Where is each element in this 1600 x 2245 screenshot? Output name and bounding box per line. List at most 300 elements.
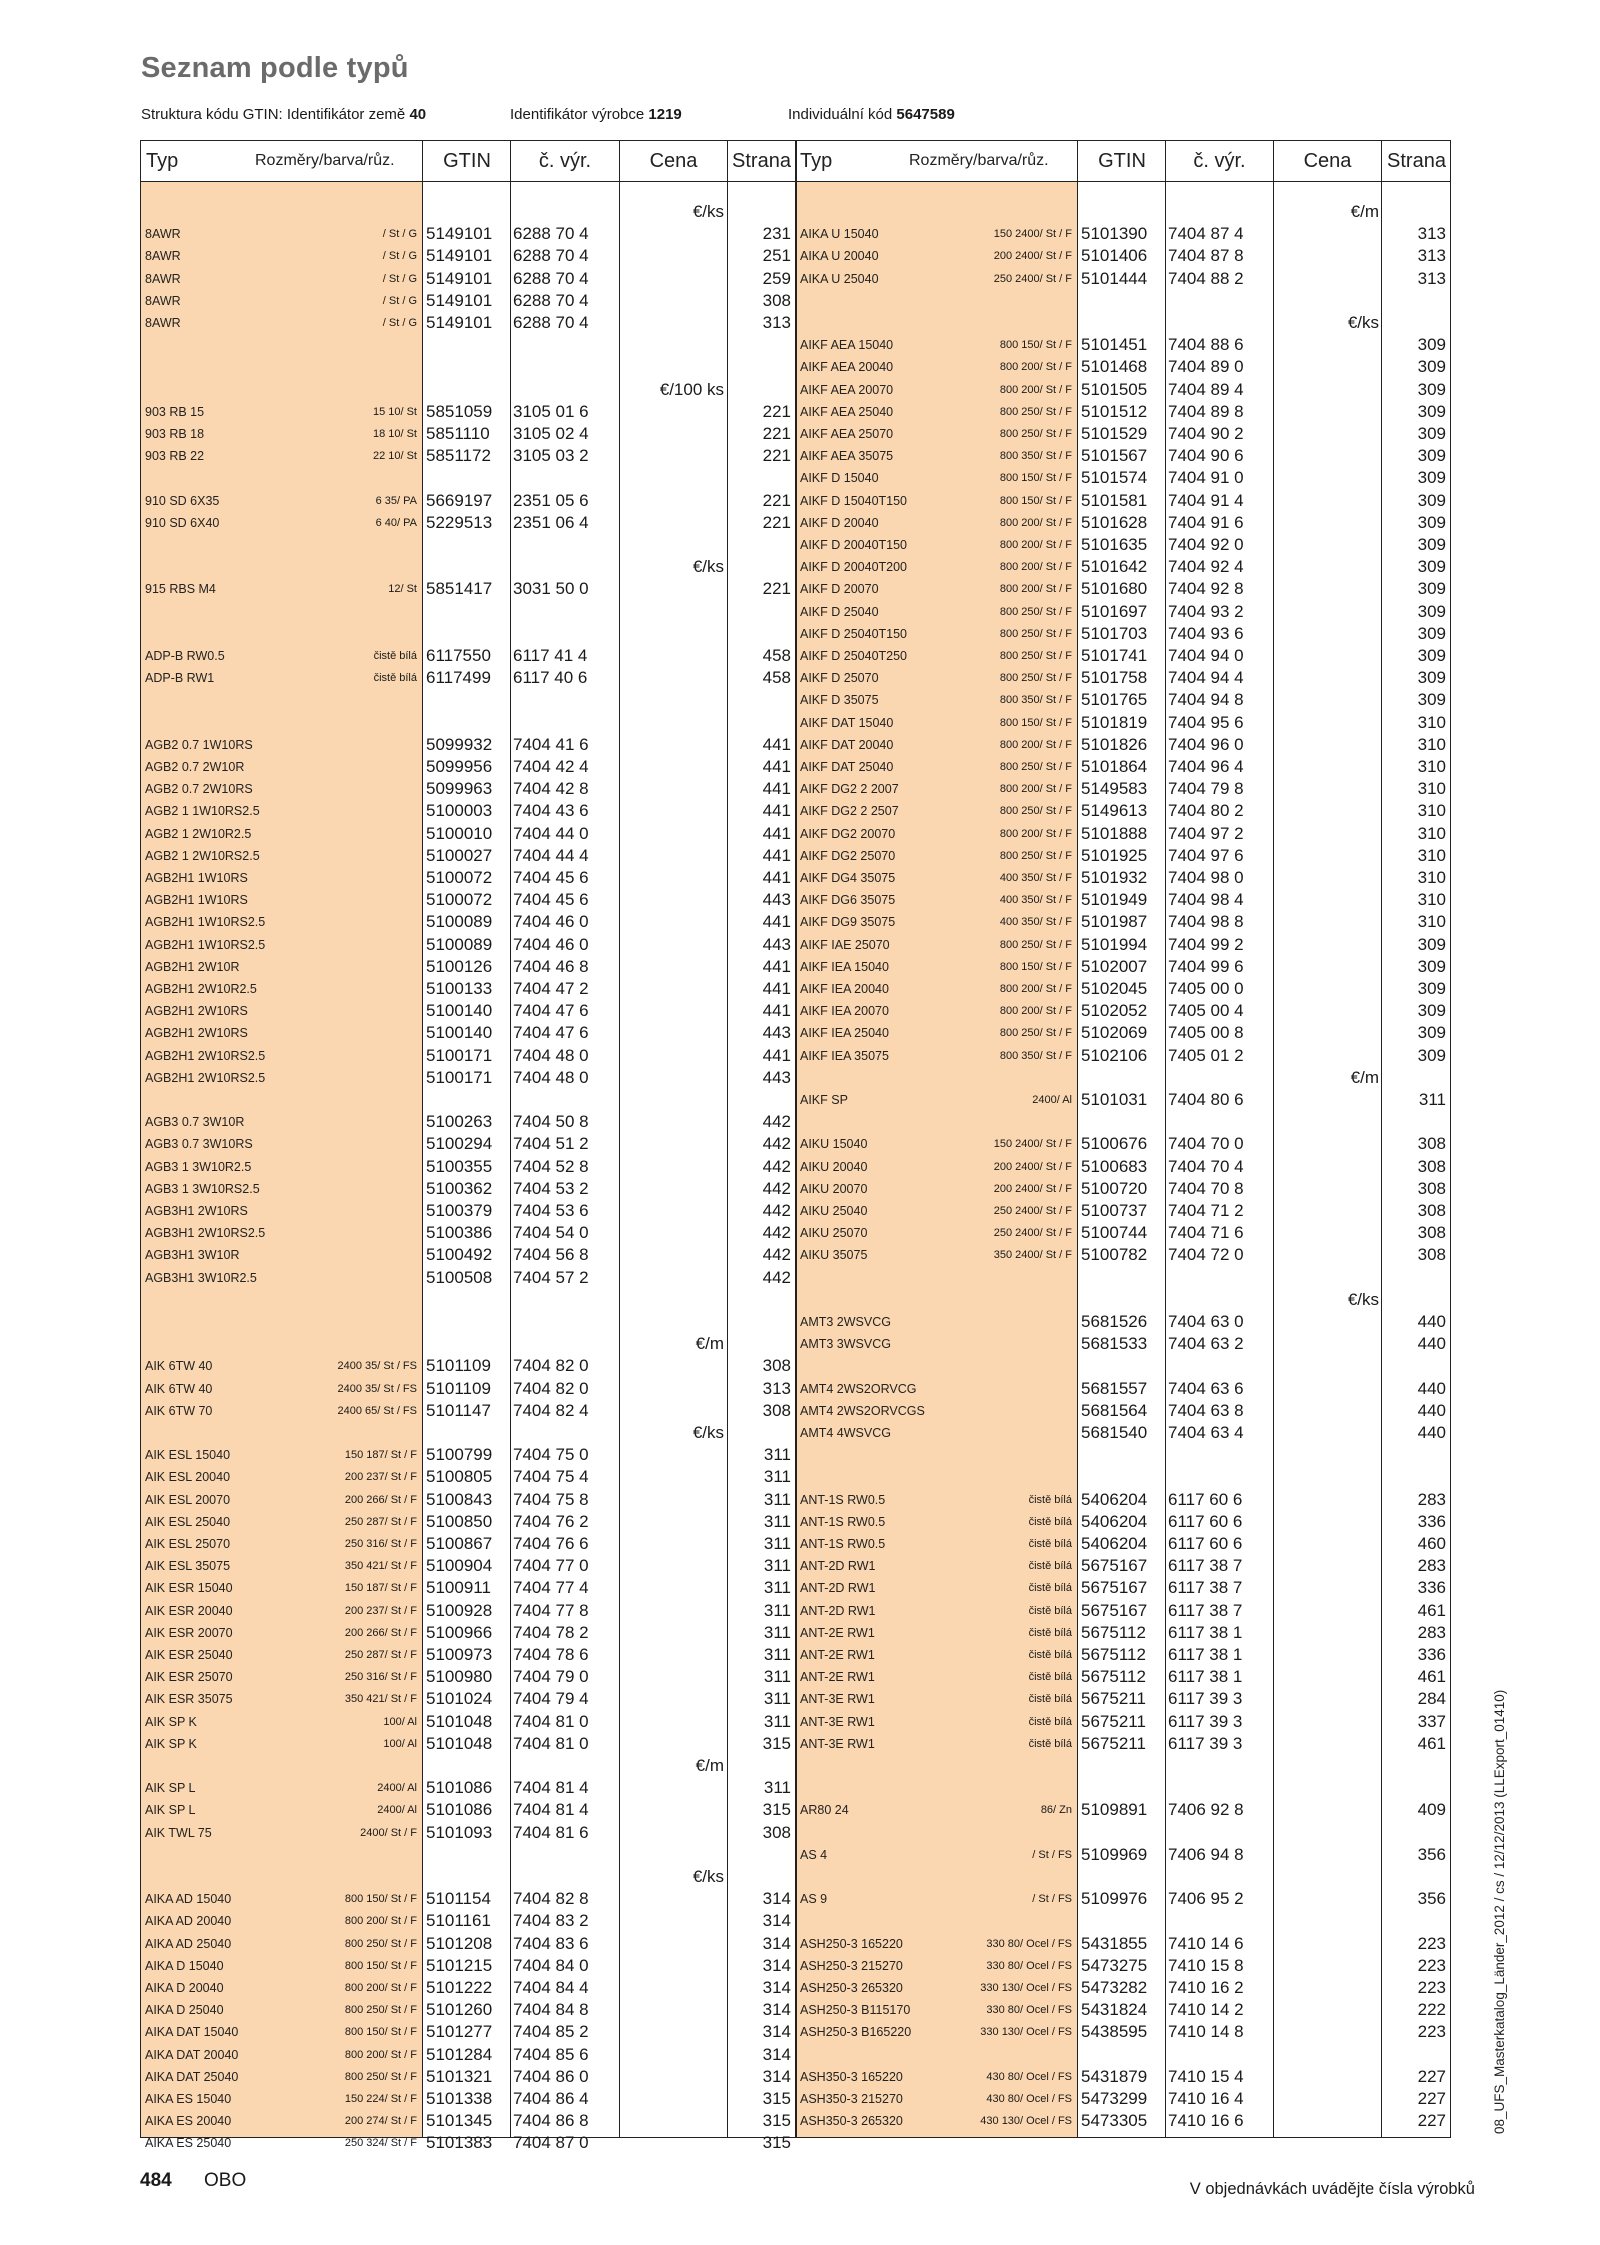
type-code: AGB3 1 3W10RS2.5 — [145, 1181, 260, 1196]
page-ref: 309 — [1417, 557, 1446, 577]
item-number: 7404 90 6 — [1168, 446, 1244, 466]
rozmery-value: 800 150/ St / F — [344, 1893, 417, 1906]
rozmery-value: 800 250/ St / F — [999, 605, 1072, 618]
table-row — [141, 1200, 795, 1222]
rozmery-value: čistě bílá — [1028, 1538, 1072, 1550]
page-ref: 314 — [762, 1889, 791, 1909]
page-ref: 308 — [762, 1400, 791, 1420]
rozmery-value: 150 224/ St / F — [344, 2093, 417, 2105]
rozmery-value: 800 250/ St / F — [999, 761, 1072, 773]
rozmery-value: 800 350/ St / F — [999, 450, 1072, 463]
item-number: 7406 95 2 — [1168, 1889, 1244, 1909]
rozmery-value: 250 2400/ St / F — [993, 1227, 1072, 1240]
page-ref: 311 — [763, 1645, 791, 1664]
type-code: AIKF DG2 2 2507 — [800, 804, 899, 819]
gtin-value: 5101048 — [426, 1711, 493, 1731]
gtin-value: 5100140 — [426, 1023, 493, 1043]
item-number: 7404 91 6 — [1168, 512, 1244, 532]
page-ref: 309 — [1417, 623, 1446, 643]
type-code: ADP-B RW0.5 — [145, 649, 225, 663]
page-ref: 309 — [1417, 956, 1446, 976]
item-number: 7404 44 0 — [513, 823, 589, 843]
rozmery-value: 22 10/ St — [372, 450, 417, 463]
rozmery-value: 800 200/ St / F — [999, 783, 1072, 796]
table-row — [141, 1045, 795, 1067]
table-row — [796, 867, 1450, 889]
gtin-value: 5101529 — [1081, 424, 1148, 443]
page-ref: 309 — [1417, 601, 1446, 621]
page-ref: 313 — [762, 1378, 791, 1398]
gtin-value: 5149101 — [426, 224, 493, 244]
gtin-value: 5100966 — [426, 1622, 493, 1642]
page-ref: 441 — [762, 956, 791, 976]
page-ref: 441 — [762, 801, 791, 821]
table-row — [141, 1000, 795, 1022]
rozmery-value: čistě bílá — [1028, 1626, 1072, 1639]
rozmery-value: / St / G — [382, 272, 417, 285]
table-row — [141, 645, 795, 667]
page-ref: 442 — [762, 1267, 791, 1287]
rozmery-value: 250 287/ St / F — [344, 1649, 417, 1661]
rozmery-value: čistě bílá — [1028, 1560, 1072, 1573]
item-number: 7404 63 2 — [1168, 1334, 1244, 1354]
type-code: AIKF D 15040 — [800, 471, 879, 486]
type-code: AGB2 0.7 2W10R — [145, 760, 245, 774]
table-row — [141, 1644, 795, 1666]
table-row — [141, 1977, 795, 1999]
rozmery-value: 200 237/ St / F — [344, 1604, 417, 1617]
rozmery-value: 200 266/ St / F — [344, 1626, 417, 1639]
table-row — [796, 756, 1450, 778]
page-ref: 314 — [762, 1955, 791, 1975]
item-number: 7404 98 0 — [1168, 868, 1244, 887]
item-number: 6288 70 4 — [513, 313, 589, 332]
rozmery-value: čistě bílá — [1028, 1715, 1072, 1728]
item-number: 6117 41 4 — [513, 646, 588, 665]
rozmery-value: / St / FS — [1032, 1893, 1072, 1906]
page-ref: 313 — [1417, 268, 1446, 288]
item-number: 7404 50 8 — [513, 1112, 589, 1132]
gtin-value: 5149101 — [426, 268, 493, 288]
table-row — [796, 623, 1450, 645]
page-ref: 311 — [763, 1534, 791, 1553]
gtin-value: 5101031 — [1081, 1090, 1148, 1109]
rozmery-value: čistě bílá — [1028, 1671, 1072, 1684]
type-code: AIK ESL 35075 — [145, 1559, 231, 1574]
page-ref: 311 — [763, 1622, 791, 1642]
gtin-value: 5100126 — [426, 956, 493, 976]
page-ref: 458 — [762, 646, 791, 665]
type-code: ADP-B RW1 — [145, 671, 215, 686]
page-ref: 283 — [1417, 1622, 1446, 1642]
table-row — [796, 1644, 1450, 1666]
gtin-value: 5100805 — [426, 1467, 493, 1487]
item-number: 7404 77 0 — [513, 1556, 589, 1576]
gtin-structure: Struktura kódu GTIN: Identifikátor země 40 — [141, 106, 427, 123]
gtin-value: 5100782 — [1081, 1245, 1148, 1265]
type-code: AGB2H1 1W10RS2.5 — [145, 915, 266, 930]
page-ref: 309 — [1417, 512, 1446, 532]
item-number: 7410 14 8 — [1168, 2022, 1244, 2042]
gtin-value: 5101703 — [1081, 623, 1148, 643]
page-ref: 314 — [762, 2044, 791, 2064]
gtin-value: 5675112 — [1081, 1667, 1146, 1687]
gtin-value: 5101932 — [1081, 868, 1148, 887]
gtin-value: 5109976 — [1081, 1889, 1148, 1909]
type-code: AIKA DAT 25040 — [145, 2069, 239, 2084]
gtin-value: 5100720 — [1081, 1178, 1148, 1198]
rozmery-value: 800 200/ St / F — [999, 583, 1072, 596]
type-code: 910 SD 6X40 — [145, 515, 220, 530]
table-row — [796, 1977, 1450, 1999]
gtin-value: 5101154 — [426, 1889, 491, 1909]
item-number: 7404 80 2 — [1168, 801, 1244, 821]
type-code: AIKA AD 15040 — [145, 1892, 232, 1907]
currency-unit: €/100 ks — [659, 379, 724, 399]
footer-note: V objednávkách uvádějte čísla výrobků — [1189, 2180, 1475, 2198]
rozmery-value — [249, 1045, 417, 1067]
rozmery-value: 400 350/ St / F — [999, 872, 1072, 884]
table-row — [141, 1156, 795, 1178]
rozmery-value: 200 274/ St / F — [344, 2115, 417, 2128]
type-code: AIKF DG2 25070 — [800, 848, 896, 863]
table-row — [796, 1688, 1450, 1710]
page-ref: 221 — [762, 512, 791, 532]
gtin-value: 5109969 — [1081, 1844, 1148, 1864]
table-row — [796, 223, 1450, 245]
item-number: 7410 14 6 — [1168, 1933, 1244, 1953]
page-ref: 231 — [762, 224, 791, 244]
rozmery-value: 800 200/ St / F — [999, 983, 1072, 995]
gtin-value: 5100010 — [426, 823, 493, 843]
rozmery-value: čistě bílá — [1028, 1604, 1072, 1617]
rozmery-value: 800 350/ St / F — [999, 694, 1072, 707]
item-number: 7404 94 0 — [1168, 646, 1244, 665]
type-code: AIKU 20040 — [800, 1159, 868, 1174]
type-code: AIKF D 25040 — [800, 604, 879, 619]
item-number: 7404 75 0 — [513, 1445, 589, 1465]
type-code: AIKA U 15040 — [800, 227, 879, 242]
table-row — [141, 445, 795, 467]
rozmery-value — [249, 778, 417, 800]
type-code: AGB2H1 2W10RS — [145, 1026, 248, 1041]
type-code: AMT4 2WS2ORVCGS — [800, 1403, 925, 1418]
gtin-value: 5101208 — [426, 1933, 493, 1953]
table-row — [141, 1178, 795, 1200]
page-ref: 311 — [763, 1689, 791, 1709]
item-number: 7410 16 4 — [1168, 2089, 1244, 2108]
type-code: AIKF DG2 2 2007 — [800, 782, 899, 797]
item-number: 7404 85 2 — [513, 2022, 589, 2042]
type-code: AIK 6TW 40 — [145, 1381, 213, 1396]
type-code: AIKF AEA 20040 — [800, 360, 894, 375]
item-number: 7404 48 0 — [513, 1045, 589, 1065]
page-ref: 442 — [762, 1201, 791, 1220]
table-row — [796, 1733, 1450, 1755]
rozmery-value: 250 287/ St / F — [344, 1515, 417, 1528]
table-row — [796, 401, 1450, 423]
type-code: AGB2H1 1W10RS — [145, 871, 248, 885]
rozmery-value: 100/ Al — [383, 1737, 417, 1750]
gtin-value: 5101864 — [1081, 757, 1148, 776]
table-row — [141, 1533, 795, 1555]
table-row — [141, 1378, 795, 1400]
page-ref: 309 — [1417, 379, 1446, 399]
page-ref: 443 — [762, 1023, 791, 1043]
item-number: 7404 70 0 — [1168, 1134, 1244, 1154]
table-row — [141, 1888, 795, 1910]
gtin-value: 5681564 — [1081, 1400, 1148, 1420]
rozmery-value: 2400/ Al — [1032, 1094, 1072, 1106]
gtin-value: 5681540 — [1081, 1423, 1148, 1442]
table-row — [141, 911, 795, 933]
rozmery-value: 800 200/ St / F — [344, 1915, 417, 1928]
page-ref: 315 — [762, 2133, 791, 2153]
item-number: 7404 98 4 — [1168, 890, 1244, 910]
item-number: 6117 38 7 — [1168, 1556, 1243, 1576]
table-row — [141, 401, 795, 423]
rozmery-value: 800 200/ St / F — [999, 827, 1072, 840]
type-code: AIKA DAT 20040 — [145, 2047, 239, 2062]
type-code: ASH350-3 165220 — [800, 2069, 903, 2084]
header-cena: Cena — [1303, 150, 1352, 172]
page-ref: 310 — [1417, 868, 1446, 887]
rozmery-value: 430 80/ Ocel / FS — [986, 2093, 1072, 2105]
rozmery-value: čistě bílá — [1028, 1649, 1072, 1661]
page-ref: 284 — [1417, 1689, 1446, 1709]
rozmery-value: 430 130/ Ocel / FS — [980, 2115, 1072, 2128]
type-code: AIKF D 20040T200 — [800, 560, 908, 575]
item-number: 7404 82 0 — [513, 1378, 589, 1398]
type-code: AGB3H1 2W10RS — [145, 1204, 248, 1218]
table-row — [141, 1444, 795, 1466]
rozmery-value — [249, 1267, 417, 1289]
page-ref: 309 — [1417, 490, 1446, 510]
gtin-value: 5101765 — [1081, 690, 1148, 710]
page-ref: 309 — [1417, 357, 1446, 377]
page-ref: 223 — [1417, 1955, 1446, 1975]
gtin-value: 5100911 — [426, 1578, 491, 1598]
type-code: ANT-2D RW1 — [800, 1559, 876, 1574]
type-code: AIK ESL 20070 — [145, 1492, 231, 1507]
page-ref: 310 — [1417, 779, 1446, 799]
page-ref: 314 — [762, 2022, 791, 2042]
item-number: 7404 83 6 — [513, 1933, 589, 1953]
table-row — [796, 889, 1450, 911]
item-number: 7404 85 6 — [513, 2044, 589, 2064]
page-ref: 311 — [763, 1778, 791, 1798]
header-strana: Strana — [1387, 150, 1446, 172]
rozmery-value — [249, 889, 417, 911]
type-code: AIKF AEA 35075 — [800, 449, 894, 464]
type-code: 8AWR — [145, 227, 181, 242]
gtin-value: 5100072 — [426, 868, 493, 887]
table-row — [141, 1666, 795, 1688]
rozmery-value: 800 200/ St / F — [999, 383, 1072, 396]
item-number: 7404 77 8 — [513, 1600, 589, 1620]
type-code: AIK ESL 25040 — [145, 1514, 231, 1529]
table-row — [141, 578, 795, 600]
gtin-value: 5675211 — [1081, 1689, 1146, 1709]
item-number: 7404 72 0 — [1168, 1245, 1244, 1265]
type-code: AIK ESL 15040 — [145, 1448, 231, 1463]
page-ref: 310 — [1417, 890, 1446, 910]
item-number: 7404 92 4 — [1168, 557, 1244, 577]
rozmery-value — [904, 1400, 1072, 1422]
table-row — [141, 1711, 795, 1733]
item-number: 7410 16 6 — [1168, 2111, 1244, 2131]
table-row — [141, 1466, 795, 1488]
rozmery-value — [249, 1022, 417, 1044]
page-ref: 461 — [1417, 1667, 1446, 1687]
rozmery-value: 330 80/ Ocel / FS — [986, 2004, 1072, 2017]
rozmery-value: 800 150/ St / F — [999, 716, 1072, 729]
gtin-value: 5100171 — [426, 1067, 493, 1087]
type-code: AIKF AEA 15040 — [800, 338, 894, 353]
page-ref: 337 — [1417, 1711, 1446, 1731]
item-number: 6288 70 4 — [513, 290, 589, 310]
type-code: AIK ESL 20040 — [145, 1470, 231, 1485]
table-row — [796, 1555, 1450, 1577]
table-row — [796, 800, 1450, 822]
table-row — [796, 1844, 1450, 1866]
item-number: 7404 97 6 — [1168, 845, 1244, 865]
item-number: 7404 43 6 — [513, 801, 589, 821]
table-row — [796, 778, 1450, 800]
item-number: 7404 93 6 — [1168, 623, 1244, 643]
item-number: 7405 00 8 — [1168, 1023, 1244, 1043]
rozmery-value: / St / FS — [1032, 1848, 1072, 1861]
type-code: ANT-3E RW1 — [800, 1714, 875, 1729]
item-number: 6288 70 4 — [513, 224, 589, 244]
rozmery-value: / St / G — [382, 250, 417, 263]
gtin-value: 5101888 — [1081, 823, 1148, 843]
item-number: 6288 70 4 — [513, 268, 589, 288]
currency-unit: €/m — [695, 1334, 724, 1354]
table-row — [796, 667, 1450, 689]
item-number: 7404 70 8 — [1168, 1178, 1244, 1198]
gtin-value: 5101697 — [1081, 601, 1148, 621]
item-number: 7404 63 8 — [1168, 1400, 1244, 1420]
item-number: 7404 79 0 — [513, 1667, 589, 1687]
page-ref: 223 — [1417, 2022, 1446, 2042]
gtin-value: 5101451 — [1081, 335, 1148, 355]
page-ref: 309 — [1417, 424, 1446, 443]
table-row — [796, 512, 1450, 534]
header-gtin: GTIN — [443, 150, 491, 172]
table-row — [141, 734, 795, 756]
rozmery-value: 800 200/ St / F — [999, 516, 1072, 529]
header-cvyr: č. výr. — [1193, 150, 1246, 172]
gtin-value: 5102069 — [1081, 1023, 1148, 1043]
gtin-value: 5473282 — [1081, 1978, 1148, 1997]
page-ref: 223 — [1417, 1933, 1446, 1953]
rozmery-value — [249, 1222, 417, 1244]
item-number: 6117 39 3 — [1168, 1689, 1243, 1709]
gtin-value: 5102106 — [1081, 1045, 1148, 1065]
rozmery-value — [249, 1067, 417, 1089]
item-number: 7404 75 8 — [513, 1489, 589, 1509]
type-code: AIKF DG9 35075 — [800, 915, 896, 930]
item-number: 7404 86 4 — [513, 2089, 589, 2108]
table-row — [141, 889, 795, 911]
table-row — [796, 467, 1450, 489]
gtin-value: 5675167 — [1081, 1556, 1148, 1576]
gtin-value: 5102052 — [1081, 1001, 1148, 1021]
table-row — [141, 978, 795, 1000]
rozmery-value: 200 2400/ St / F — [993, 250, 1072, 263]
page-ref: 309 — [1417, 1045, 1446, 1065]
item-number: 7404 42 8 — [513, 779, 589, 799]
gtin-value: 5101567 — [1081, 446, 1148, 466]
rozmery-value: 350 421/ St / F — [344, 1560, 417, 1573]
page-ref: 441 — [762, 734, 791, 754]
type-code: ANT-3E RW1 — [800, 1736, 875, 1751]
gtin-value: 5101819 — [1081, 712, 1148, 732]
table-row — [141, 312, 795, 334]
item-number: 7404 79 4 — [513, 1689, 589, 1709]
item-number: 7404 99 2 — [1168, 934, 1244, 954]
gtin-value: 5101048 — [426, 1733, 493, 1753]
item-number: 7404 81 4 — [513, 1800, 589, 1820]
item-number: 7404 56 8 — [513, 1245, 589, 1265]
gtin-value: 5100744 — [1081, 1223, 1148, 1243]
rozmery-value — [249, 823, 417, 845]
page-ref: 227 — [1417, 2089, 1446, 2108]
item-number: 7404 95 6 — [1168, 712, 1244, 732]
item-number: 7404 92 0 — [1168, 535, 1244, 554]
currency-unit: €/m — [1350, 202, 1379, 221]
item-number: 6288 70 4 — [513, 246, 589, 266]
type-code: AIKF D 20070 — [800, 582, 879, 597]
gtin-value: 5101109 — [426, 1356, 491, 1376]
rozmery-value: 2400/ Al — [377, 1804, 417, 1817]
currency-unit: €/m — [1350, 1067, 1379, 1087]
table-row — [141, 2021, 795, 2043]
item-number: 7404 76 6 — [513, 1534, 589, 1553]
gtin-value: 5100171 — [426, 1045, 493, 1065]
table-row — [796, 1622, 1450, 1644]
rozmery-value — [249, 934, 417, 956]
gtin-value: 5100089 — [426, 934, 493, 954]
type-code: AGB2H1 2W10R — [145, 959, 240, 974]
gtin-value: 5101338 — [426, 2089, 493, 2108]
gtin-value: 5101925 — [1081, 845, 1148, 865]
rozmery-value: 250 2400/ St / F — [993, 1205, 1072, 1217]
type-code: ASH250-3 165220 — [800, 1936, 903, 1951]
type-code: AS 9 — [800, 1892, 828, 1907]
type-code: 8AWR — [145, 249, 181, 264]
page-ref: 314 — [762, 1978, 791, 1997]
item-number: 7404 76 2 — [513, 1511, 589, 1531]
page-ref: 443 — [762, 1067, 791, 1087]
page-ref: 442 — [762, 1178, 791, 1198]
item-number: 7404 53 6 — [513, 1201, 589, 1220]
page-ref: 311 — [1418, 1090, 1446, 1109]
rozmery-value — [249, 1178, 417, 1200]
page-ref: 460 — [1417, 1534, 1446, 1553]
gtin-value: 5675112 — [1081, 1645, 1146, 1664]
item-number: 7404 88 6 — [1168, 335, 1244, 355]
page-ref: 315 — [762, 2111, 791, 2131]
table-row — [796, 1311, 1450, 1333]
type-code: 903 RB 15 — [145, 404, 205, 419]
table-row — [141, 867, 795, 889]
table-row — [796, 1600, 1450, 1622]
type-code: AIK 6TW 40 — [145, 1359, 213, 1374]
rozmery-value: 400 350/ St / F — [999, 916, 1072, 929]
page-ref: 441 — [762, 1001, 791, 1021]
